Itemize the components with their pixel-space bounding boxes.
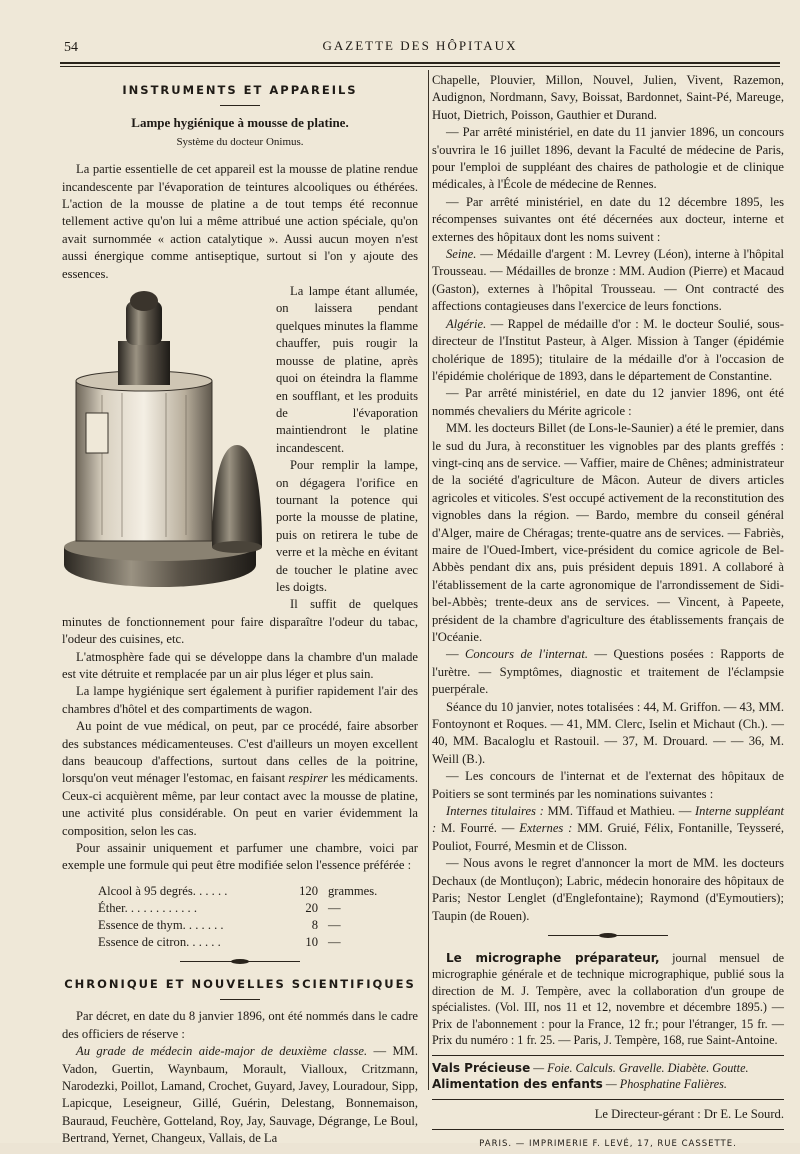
header-rule-thin xyxy=(60,66,780,67)
page-header xyxy=(60,36,780,66)
paragraph: — Nous avons le regret d'annoncer la mort de MM. les docteurs Dechaux (de Montluçon); Labric, médecin honoraire des hôpitaux de Paris; Nestor Lenglet (d'Englefontaine); Raymond (d'Eymoutiers); Taupin (de Rouen). xyxy=(432,856,784,923)
paragraph: Algérie. — Rappel de médaille d'or : M. le docteur Soulié, sous-directeur de l'Institut Pasteur, à Alger. Mission à Tanger (épidémie cholérique de 1895); titulaire de la médaille d'or à l'occasion de l'épidémie cholérique de 1893, dans le département de Constantine. xyxy=(432,316,784,383)
paragraph: Par décret, en date du 8 janvier 1896, ont été nommés dans le cadre des officiers de réserve : xyxy=(62,1009,418,1041)
page-number: 54 xyxy=(64,40,78,55)
paragraph: Pour remplir la lampe, on dégagera l'orifice en tournant la potence qui porte la mousse de platine, puis on retirera le tube de verre et la mèche en évitant de toucher le platine avec les doigts. xyxy=(276,458,418,594)
advertisement-alimentation: Alimentation des enfants — Phosphatine Falières. xyxy=(432,1077,727,1092)
paragraph: Au grade de médecin aide-major de deuxième classe. — MM. Vadon, Guertin, Waynbaum, Morault, Vialloux, Critzmann, Narodezki, Poillot, Lamand, Crochet, Guyard, Javey, Louradour, Sipp, Lapicque, Leseigneur, Gillé, Guérin, Delestang, Bonnemaison, Bauraud, Feuchère, Gotteland, Roy, Jay, Sauvage, Dégrange, Le Boul, Bertrand, Yernet, Changeux, Vallais, de La xyxy=(62,1044,419,1146)
paragraph: La lampe hygiénique sert également à purifier rapidement l'air des chambres d'hôtel et des compartiments de wagon. xyxy=(62,684,418,716)
header-rule xyxy=(60,62,780,64)
advertisement-micrographe: Le micrographe préparateur, journal mensuel de micrographie générale et de technique micrographique, publié sous la direction de M. J. Tempère, avec la collaboration d'un groupe de spécialistes. (Vol. III, nos 11 et 12, novembre et décembre 1895.) — Prix de l'abonnement : pour la France, 12 fr.; pour l'étranger, 15 fr. — Prix du numéro : 1 fr. 25. — Paris, J. Tempère, 168, rue Saint-Antoine. xyxy=(432,950,785,1048)
ornament-divider xyxy=(548,935,668,940)
paragraph: L'atmosphère fade qui se développe dans la chambre d'un malade est vite détruite et remplacée par un air plus léger et plus sain. xyxy=(62,649,418,681)
formula-row: Alcool à 95 degrés. . . . . . 120 grammes. xyxy=(98,883,378,898)
lamp-illustration xyxy=(62,285,268,595)
formula-row: Essence de thym. . . . . . . 8 — xyxy=(98,917,341,932)
paragraph: Seine. — Médaille d'argent : M. Levrey (Léon), interne à l'hôpital Trousseau. — Médailles de bronze : MM. Audion (Pierre) et Macaud (Gaston), externes à l'hôpital Trousseau. — Ont contracté des affections contagieuses dans l'exercice de leurs fonctions. xyxy=(432,247,784,314)
paragraph: Chapelle, Plouvier, Millon, Nouvel, Julien, Vivent, Razemon, Audignon, Nordmann, Savy, Boissat, Bardonnet, Saint-Pé, Mareuge, Huot, Dietrich, Poisson, Gauthier et Durand. xyxy=(432,73,784,122)
paragraph: Au point de vue médical, on peut, par ce procédé, faire absorber des substances médicamenteuses. C'est d'ailleurs un moyen excellent dans beaucoup d'affections, surtout dans celles de la poitrine, lorsqu'on veut ménager l'estomac, en faisant respirer les médicaments. Ceux-ci acquièrent même, par leur contact avec la mousse de platine, une activité plus considérable. On peut en varier évidemment la composition, selon les cas. xyxy=(62,719,418,838)
director-signature: Le Directeur-gérant : Dr E. Le Sourd. xyxy=(594,1106,784,1121)
section-heading-instruments: INSTRUMENTS ET APPAREILS xyxy=(122,83,358,97)
paragraph: Pour assainir uniquement et parfumer une chambre, voici par exemple une formule qui peut être modifiée selon l'essence préférée : xyxy=(62,841,418,873)
divider xyxy=(220,999,260,1000)
paragraph: La partie essentielle de cet appareil est la mousse de platine rendue incandescente par l'évaporation de teintures alcooliques ou éthérées. L'action de la mousse de platine a de tout temps été reconnue tellement active qu'on lui a même attribué une action spéciale, qu'on avait surnommée « action catalytique ». Aussi aucun moyen n'est aussi énergique comme antiseptique, surtout si l'on y ajoute des essences. xyxy=(62,162,418,281)
divider xyxy=(432,1099,784,1100)
printer-imprint: PARIS. — IMPRIMERIE F. LEVÉ, 17, RUE CASSETTE. xyxy=(479,1139,737,1150)
advertisement-vals: Vals Précieuse — Foie. Calculs. Gravelle. Diabète. Goutte. xyxy=(432,1060,749,1075)
paragraph: — Par arrêté ministériel, en date du 11 janvier 1896, un concours s'ouvrira le 16 juillet 1896, devant la Faculté de médecine de Paris, pour l'emploi de suppléant des chaires de pathologie et de clinique médicales, à l'École de médecine de Rennes. xyxy=(432,125,784,192)
paragraph: — Par arrêté ministériel, en date du 12 janvier 1896, ont été nommés chevaliers du Mérite agricole : xyxy=(432,386,784,418)
paragraph: — Les concours de l'internat et de l'externat des hôpitaux de Poitiers se sont terminés par les nominations suivantes : xyxy=(432,769,784,801)
column-divider xyxy=(428,70,429,1090)
formula-table xyxy=(96,883,379,951)
divider xyxy=(432,1055,784,1056)
paragraph: Il suffit de quelques minutes de fonctionnement pour faire disparaître l'odeur du tabac, l'odeur des cuisines, etc. xyxy=(62,597,418,647)
formula-row: Essence de citron. . . . . . 10 — xyxy=(98,934,341,949)
paragraph: Internes titulaires : MM. Tiffaud et Mathieu. — Interne suppléant : M. Fourré. — Externes : MM. Gruié, Félix, Fontanille, Teysseré, Pouliot, Fourré, Mesmin et de Clisson. xyxy=(432,804,784,853)
paragraph: Séance du 10 janvier, notes totalisées : 44, M. Griffon. — 43, MM. Fontoynont et Roques. — 41, MM. Clerc, Iselin et Michaut (Ch.). — 40, MM. Bacaloglu et Rastouil. — 37, M. Drouard. — — 36, M. Weill (B.). xyxy=(432,699,784,766)
paragraph: — Concours de l'internat. — Questions posées : Rapports de l'urètre. — Symptômes, diagnostic et traitement de l'éclampsie puerpérale. xyxy=(432,647,784,697)
article-subtitle: Système du docteur Onimus. xyxy=(176,135,304,148)
formula-row: Éther. . . . . . . . . . . . 20 — xyxy=(98,900,341,915)
section-heading-chronique: CHRONIQUE ET NOUVELLES SCIENTIFIQUES xyxy=(64,976,416,991)
journal-title: GAZETTE DES HÔPITAUX xyxy=(322,38,518,53)
paragraph: — Par arrêté ministériel, en date du 12 décembre 1895, les récompenses suivantes ont été décernées aux docteur, interne et externes des hôpitaux dont les noms suivent : xyxy=(432,194,784,244)
divider xyxy=(432,1129,784,1130)
right-column xyxy=(432,72,784,1154)
divider xyxy=(220,105,260,106)
article-title: Lampe hygiénique à mousse de platine. xyxy=(131,115,349,131)
paragraph: MM. les docteurs Billet (de Lons-le-Saunier) a été le premier, dans le sud du Jura, à reconstituer les vignobles par des plants greffés : vingt-cinq ans de service. — Vaffier, maire de Chênes; administrateur de la société d'agriculture de Mâcon. Auteur de divers articles agricoles et viticoles. S'est occupé activement de la reconstitution des vignobles dans la région. — Bardo, membre du conseil général d'Alger, maire de Chéragas; trente-quatre ans de services. — Fabriès, maire de l'Oued-Imbert, vice-président du comice agricole de Bel-Abbès pendant dix ans, puis président depuis 1891. A collaboré à l'établissement de la carte agronomique de l'arrondissement de Sidi-bel-Abbès; trente-deux ans de services. — Vincent, à Papeete, président de la chambre d'agriculture des établissements français de l'Océanie. xyxy=(432,421,784,644)
ornament-divider xyxy=(180,961,300,966)
paragraph: La lampe étant allumée, on laissera pendant quelques minutes la flamme chauffer, puis rougir la mousse de platine, après quoi on éteindra la flamme en soufflant, et les produits de l'évaporation maintiendront le platine incandescent. xyxy=(276,284,418,455)
left-column xyxy=(62,72,418,1148)
lamp-engraving-image xyxy=(62,285,268,595)
